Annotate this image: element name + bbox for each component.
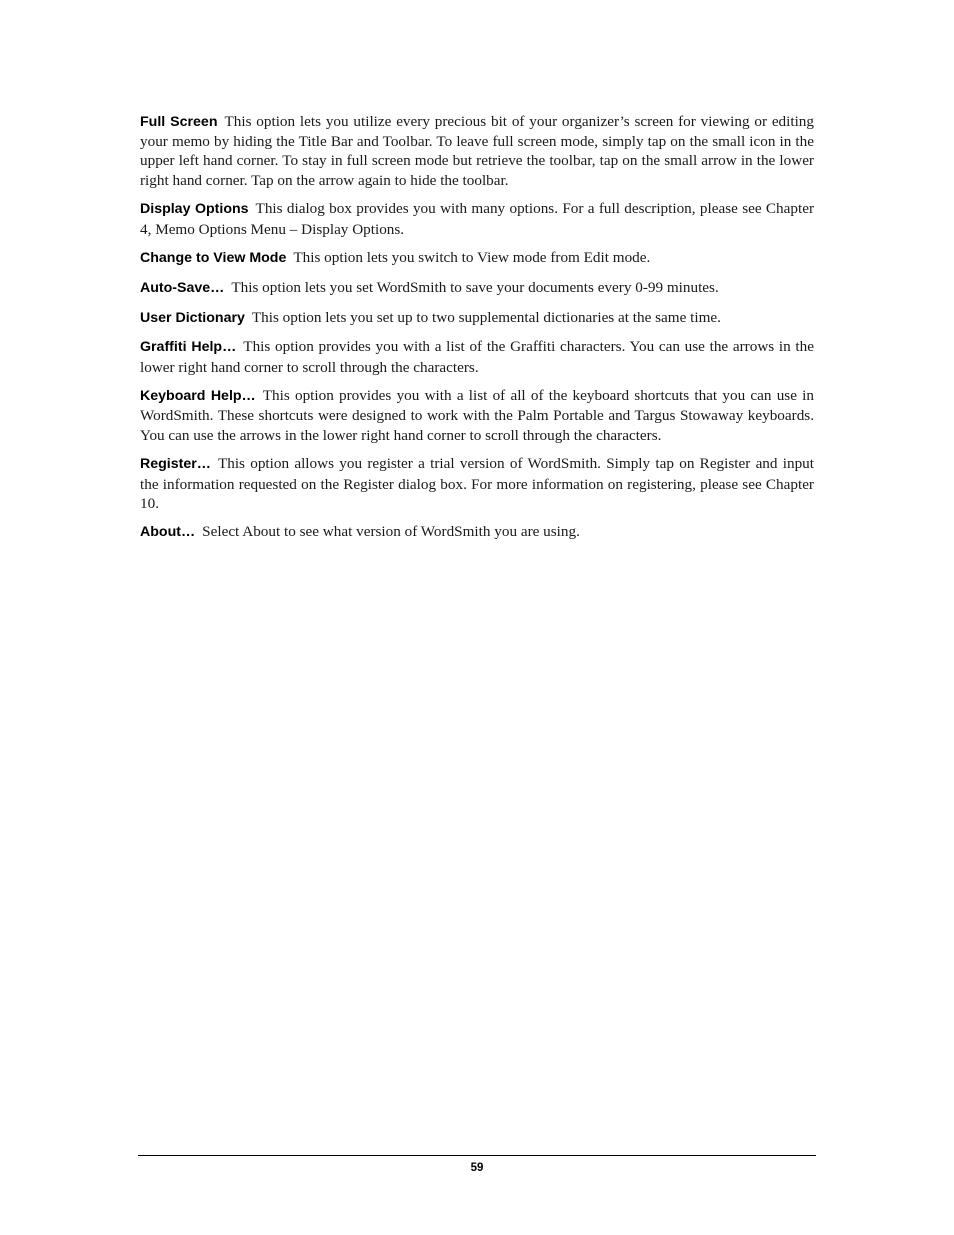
entry-keyboard-help [140, 386, 814, 445]
entry-term: User Dictionary [140, 309, 245, 326]
menu-options-list [140, 112, 814, 552]
entry-description: This option lets you set WordSmith to save your documents every 0-99 minutes. [231, 278, 719, 296]
entry-description: This option provides you with a list of all of the keyboard shortcuts that you can use in WordSmith. These shortcuts were designed to work with the Palm Portable and Targus Stowaway keyboards. You can use the arrows in the lower right hand corner to scroll through the characters. [140, 387, 814, 444]
entry-description: This dialog box provides you with many options. For a full description, please see Chapter 4, Memo Options Menu – Display Options. [140, 200, 815, 238]
entry-description: This option lets you utilize every precious bit of your organizer’s screen for viewing or editing your memo by hiding the Title Bar and Toolbar. To leave full screen mode, simply tap on the small icon in the upper left hand corner. To stay in full screen mode but retrieve the toolbar, tap on the small arrow in the lower right hand corner. Tap on the arrow again to hide the toolbar. [140, 113, 814, 189]
entry-term: Display Options [140, 201, 249, 218]
entry-user-dictionary [140, 308, 814, 328]
entry-about [140, 522, 814, 542]
entry-display-options [140, 199, 814, 238]
entry-full-screen [140, 112, 814, 190]
entry-description: This option allows you register a trial version of WordSmith. Simply tap on Register and input the information requested on the Register dialog box. For more information on registering, please see Chapter 10. [140, 455, 814, 512]
entry-register [140, 454, 814, 513]
page-number: 59 [470, 1162, 484, 1174]
entry-term: Change to View Mode [140, 250, 287, 267]
entry-auto-save [140, 278, 814, 298]
entry-description: This option provides you with a list of the Graffiti characters. You can use the arrows in the lower right hand corner to scroll through the characters. [140, 338, 814, 376]
entry-term: Graffiti Help… [140, 339, 237, 356]
entry-term: Register… [140, 456, 211, 473]
entry-description: This option lets you set up to two supplemental dictionaries at the same time. [251, 308, 721, 326]
footer-divider [138, 1155, 816, 1156]
entry-description: Select About to see what version of WordSmith you are using. [202, 523, 580, 541]
entry-term: About… [140, 524, 196, 541]
entry-description: This option lets you switch to View mode from Edit mode. [293, 249, 651, 267]
entry-graffiti-help [140, 337, 814, 376]
entry-term: Full Screen [140, 114, 218, 130]
entry-term: Keyboard Help… [140, 388, 256, 405]
entry-change-to-view-mode [140, 248, 814, 268]
entry-term: Auto-Save… [140, 279, 225, 296]
